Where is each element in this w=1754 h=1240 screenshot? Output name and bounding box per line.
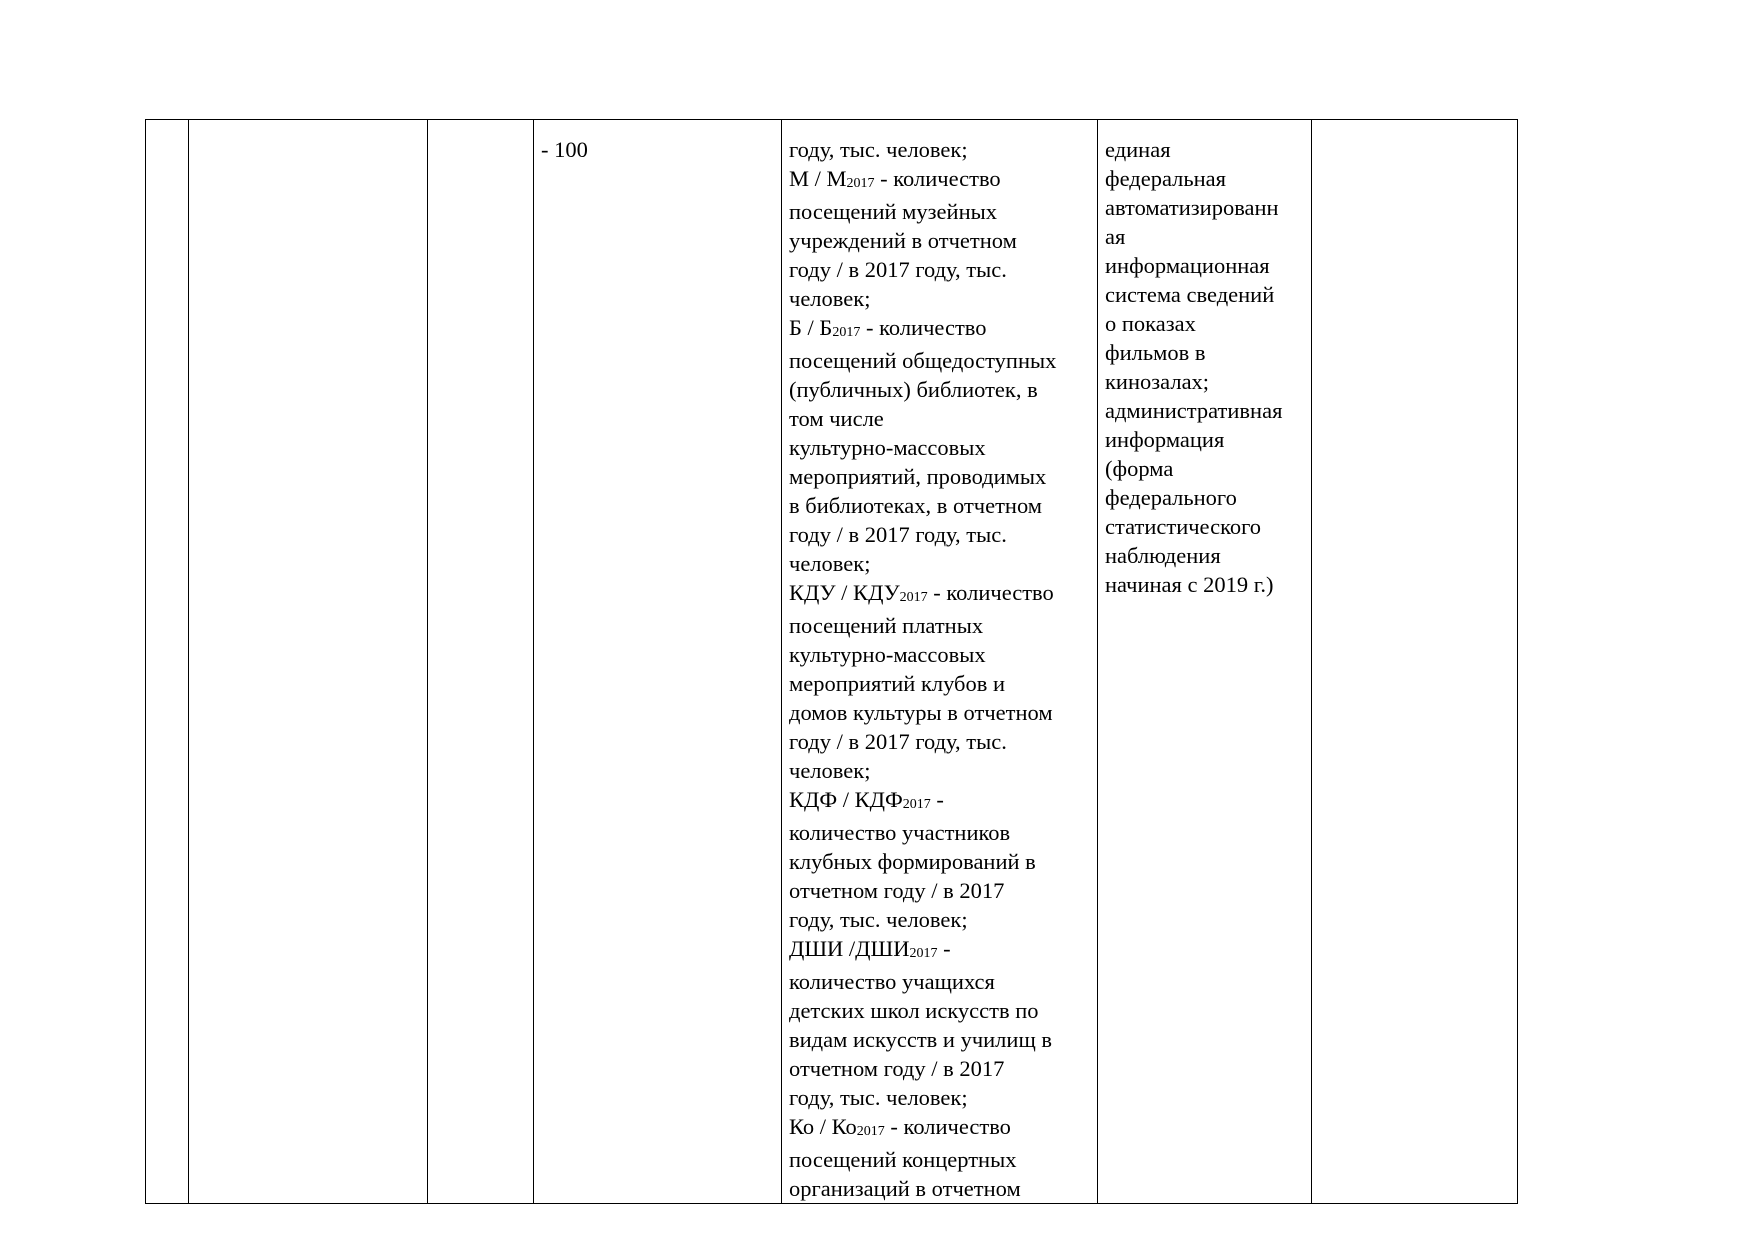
text-line: клубных формирований в (789, 849, 1036, 874)
year-subscript: 2017 (899, 590, 928, 605)
text-line: ая (1105, 224, 1126, 249)
text-line: административная (1105, 398, 1283, 423)
text-line: году / в 2017 году, тыс. (789, 522, 1007, 547)
text-line: культурно-массовых (789, 642, 986, 667)
text-line: том числе (789, 406, 884, 431)
text-line: отчетном году / в 2017 (789, 1056, 1005, 1081)
text-line: учреждений в отчетном (789, 228, 1017, 253)
text-line: мероприятий клубов и (789, 671, 1006, 696)
text-line: информация (1105, 427, 1225, 452)
text-line: единая (1105, 137, 1171, 162)
text-line: организаций в отчетном (789, 1176, 1021, 1201)
text-line: домов культуры в отчетном (789, 700, 1053, 725)
text-line: видам искусств и училищ в (789, 1027, 1053, 1052)
text-line: информационная (1105, 253, 1270, 278)
cell-source (1098, 120, 1312, 1204)
text-line (789, 934, 1092, 967)
source-text (1105, 135, 1306, 599)
text-line: человек; (789, 286, 871, 311)
line-prefix: Б / Б (789, 315, 833, 340)
text-line (789, 164, 1092, 197)
line-suffix: - количество (927, 580, 1054, 605)
text-line (789, 578, 1092, 611)
text-line: система сведений (1105, 282, 1275, 307)
text-line (789, 1112, 1092, 1145)
line-prefix: Ко / Ко (789, 1114, 857, 1139)
text-line: детских школ искусств по (789, 998, 1039, 1023)
line-prefix: М / М (789, 166, 847, 191)
line-suffix: - количество (860, 315, 987, 340)
text-line: году, тыс. человек; (789, 137, 968, 162)
year-subscript: 2017 (909, 946, 938, 961)
text-line: (форма (1105, 456, 1174, 481)
text-line: о показах (1105, 311, 1196, 336)
cell-responsible (1312, 120, 1518, 1204)
text-line: количество участников (789, 820, 1011, 845)
text-line: году, тыс. человек; (789, 1085, 968, 1110)
year-subscript: 2017 (832, 325, 861, 340)
text-line: культурно-массовых (789, 435, 986, 460)
cell-formula-value (534, 120, 782, 1204)
text-line (789, 313, 1092, 346)
text-line: отчетном году / в 2017 (789, 878, 1005, 903)
text-line: году, тыс. человек; (789, 907, 968, 932)
formula-value-text: - 100 (541, 137, 588, 162)
description-text (789, 135, 1092, 1203)
text-line: посещений общедоступных (789, 348, 1057, 373)
cell-indicator-name (189, 120, 428, 1204)
text-line: автоматизированн (1105, 195, 1279, 220)
text-line: количество учащихся (789, 969, 995, 994)
text-line: мероприятий, проводимых (789, 464, 1047, 489)
line-suffix: - (930, 787, 944, 812)
text-line: наблюдения (1105, 543, 1221, 568)
cell-unit (428, 120, 534, 1204)
text-line: в библиотеках, в отчетном (789, 493, 1043, 518)
text-line: человек; (789, 758, 871, 783)
text-line (789, 785, 1092, 818)
line-prefix: КДУ / КДУ (789, 580, 900, 605)
line-suffix: - количество (884, 1114, 1011, 1139)
text-line: фильмов в (1105, 340, 1206, 365)
text-line: кинозалах; (1105, 369, 1210, 394)
line-prefix: ДШИ /ДШИ (789, 936, 910, 961)
indicator-table (145, 119, 1518, 1204)
year-subscript: 2017 (846, 176, 875, 191)
text-line: федерального (1105, 485, 1237, 510)
text-line: году / в 2017 году, тыс. (789, 729, 1007, 754)
text-line: (публичных) библиотек, в (789, 377, 1038, 402)
text-line: посещений платных (789, 613, 984, 638)
line-suffix: - (937, 936, 951, 961)
text-line: федеральная (1105, 166, 1227, 191)
line-prefix: КДФ / КДФ (789, 787, 903, 812)
line-suffix: - количество (874, 166, 1001, 191)
cell-number (146, 120, 189, 1204)
year-subscript: 2017 (902, 797, 931, 812)
text-line: году / в 2017 году, тыс. (789, 257, 1007, 282)
cell-description (782, 120, 1098, 1204)
text-line: посещений музейных (789, 199, 997, 224)
table-row (146, 120, 1518, 1204)
year-subscript: 2017 (856, 1124, 885, 1139)
text-line: начиная с 2019 г.) (1105, 572, 1274, 597)
text-line: посещений концертных (789, 1147, 1017, 1172)
text-line: статистического (1105, 514, 1262, 539)
text-line: человек; (789, 551, 871, 576)
